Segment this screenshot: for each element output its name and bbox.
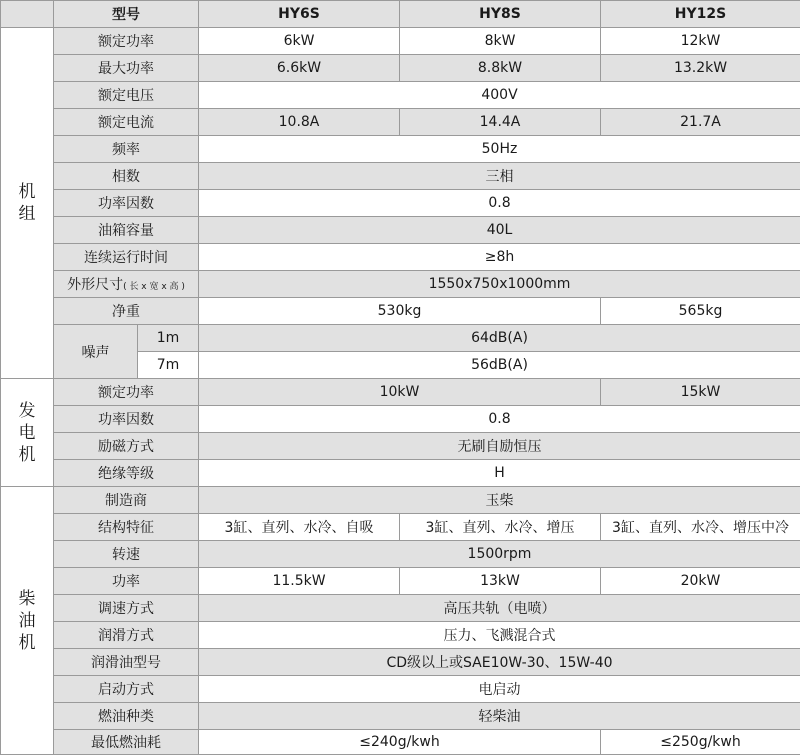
table-row	[1, 703, 800, 730]
row-label: 频率	[54, 136, 199, 163]
cell-value: 400V	[199, 82, 800, 109]
cell-value: 56dB(A)	[199, 352, 800, 379]
table-row	[1, 568, 800, 595]
table-row	[1, 28, 800, 55]
row-label: 励磁方式	[54, 433, 199, 460]
table-row	[1, 190, 800, 217]
cell-value: 轻柴油	[199, 703, 800, 730]
row-label: 制造商	[54, 487, 199, 514]
cell-value: 20kW	[601, 568, 800, 595]
table-row	[1, 325, 800, 352]
table-row	[1, 649, 800, 676]
cell-value: 6.6kW	[199, 55, 400, 82]
cell-value: 13kW	[400, 568, 601, 595]
table-row	[1, 487, 800, 514]
group-engine: 柴 油 机	[1, 487, 54, 755]
group-unit: 机 组	[1, 28, 54, 379]
table-row	[1, 244, 800, 271]
row-label: 润滑油型号	[54, 649, 199, 676]
cell-value: 电启动	[199, 676, 800, 703]
row-label: 额定电流	[54, 109, 199, 136]
table-row	[1, 676, 800, 703]
model-hy6s: HY6S	[199, 1, 400, 28]
cell-value: 21.7A	[601, 109, 800, 136]
cell-value: 3缸、直列、水冷、增压中冷	[601, 514, 800, 541]
table-row	[1, 109, 800, 136]
cell-value: 40L	[199, 217, 800, 244]
row-label: 功率因数	[54, 190, 199, 217]
table-row	[1, 595, 800, 622]
cell-value: 10kW	[199, 379, 601, 406]
table-row	[1, 730, 800, 755]
corner-cell	[1, 1, 54, 28]
row-label: 噪声	[54, 325, 138, 379]
cell-value: ≥8h	[199, 244, 800, 271]
cell-value: 1550x750x1000mm	[199, 271, 800, 298]
row-label: 相数	[54, 163, 199, 190]
cell-value: 高压共轨（电喷）	[199, 595, 800, 622]
row-label: 连续运行时间	[54, 244, 199, 271]
cell-value: 6kW	[199, 28, 400, 55]
table-row	[1, 271, 800, 298]
table-row	[1, 460, 800, 487]
table-row	[1, 55, 800, 82]
row-label: 调速方式	[54, 595, 199, 622]
table-row	[1, 217, 800, 244]
group-generator: 发 电 机	[1, 379, 54, 487]
row-label: 功率因数	[54, 406, 199, 433]
table-row	[1, 622, 800, 649]
table-row	[1, 298, 800, 325]
cell-value: 8kW	[400, 28, 601, 55]
dimensions-label: 外形尺寸	[67, 277, 123, 293]
cell-value: 3缸、直列、水冷、自吸	[199, 514, 400, 541]
row-label: 结构特征	[54, 514, 199, 541]
row-label: 最低燃油耗	[54, 730, 199, 755]
cell-value: 三相	[199, 163, 800, 190]
table-row	[1, 82, 800, 109]
cell-value: 530kg	[199, 298, 601, 325]
row-label: 转速	[54, 541, 199, 568]
row-label: 功率	[54, 568, 199, 595]
model-label: 型号	[54, 1, 199, 28]
cell-value: 1500rpm	[199, 541, 800, 568]
cell-value: H	[199, 460, 800, 487]
model-hy12s: HY12S	[601, 1, 800, 28]
row-label: 额定功率	[54, 28, 199, 55]
cell-value: 8.8kW	[400, 55, 601, 82]
cell-value: ≤250g/kwh	[601, 730, 800, 755]
cell-value: 3缸、直列、水冷、增压	[400, 514, 601, 541]
cell-value: 玉柴	[199, 487, 800, 514]
table-row	[1, 541, 800, 568]
cell-value: 0.8	[199, 190, 800, 217]
cell-value: CD级以上或SAE10W-30、15W-40	[199, 649, 800, 676]
table-row	[1, 136, 800, 163]
row-label: 额定功率	[54, 379, 199, 406]
row-label: 绝缘等级	[54, 460, 199, 487]
header-row	[1, 1, 800, 28]
dimensions-sub-label: ( 长 x 宽 x 高 )	[123, 282, 185, 292]
row-label: 润滑方式	[54, 622, 199, 649]
row-label: 燃油种类	[54, 703, 199, 730]
row-label: 最大功率	[54, 55, 199, 82]
model-hy8s: HY8S	[400, 1, 601, 28]
row-label: 额定电压	[54, 82, 199, 109]
cell-value: 10.8A	[199, 109, 400, 136]
cell-value: 12kW	[601, 28, 800, 55]
row-label: 启动方式	[54, 676, 199, 703]
table-row	[1, 406, 800, 433]
table-row	[1, 433, 800, 460]
cell-value: 15kW	[601, 379, 800, 406]
cell-value: 无刷自励恒压	[199, 433, 800, 460]
noise-distance: 1m	[138, 325, 199, 352]
cell-value: 压力、飞溅混合式	[199, 622, 800, 649]
row-label	[54, 271, 199, 298]
cell-value: 14.4A	[400, 109, 601, 136]
cell-value: 13.2kW	[601, 55, 800, 82]
cell-value: 565kg	[601, 298, 800, 325]
cell-value: 64dB(A)	[199, 325, 800, 352]
noise-distance: 7m	[138, 352, 199, 379]
table-row	[1, 514, 800, 541]
cell-value: 50Hz	[199, 136, 800, 163]
row-label: 净重	[54, 298, 199, 325]
cell-value: 0.8	[199, 406, 800, 433]
table-row	[1, 379, 800, 406]
cell-value: 11.5kW	[199, 568, 400, 595]
row-label: 油箱容量	[54, 217, 199, 244]
table-row	[1, 163, 800, 190]
cell-value: ≤240g/kwh	[199, 730, 601, 755]
